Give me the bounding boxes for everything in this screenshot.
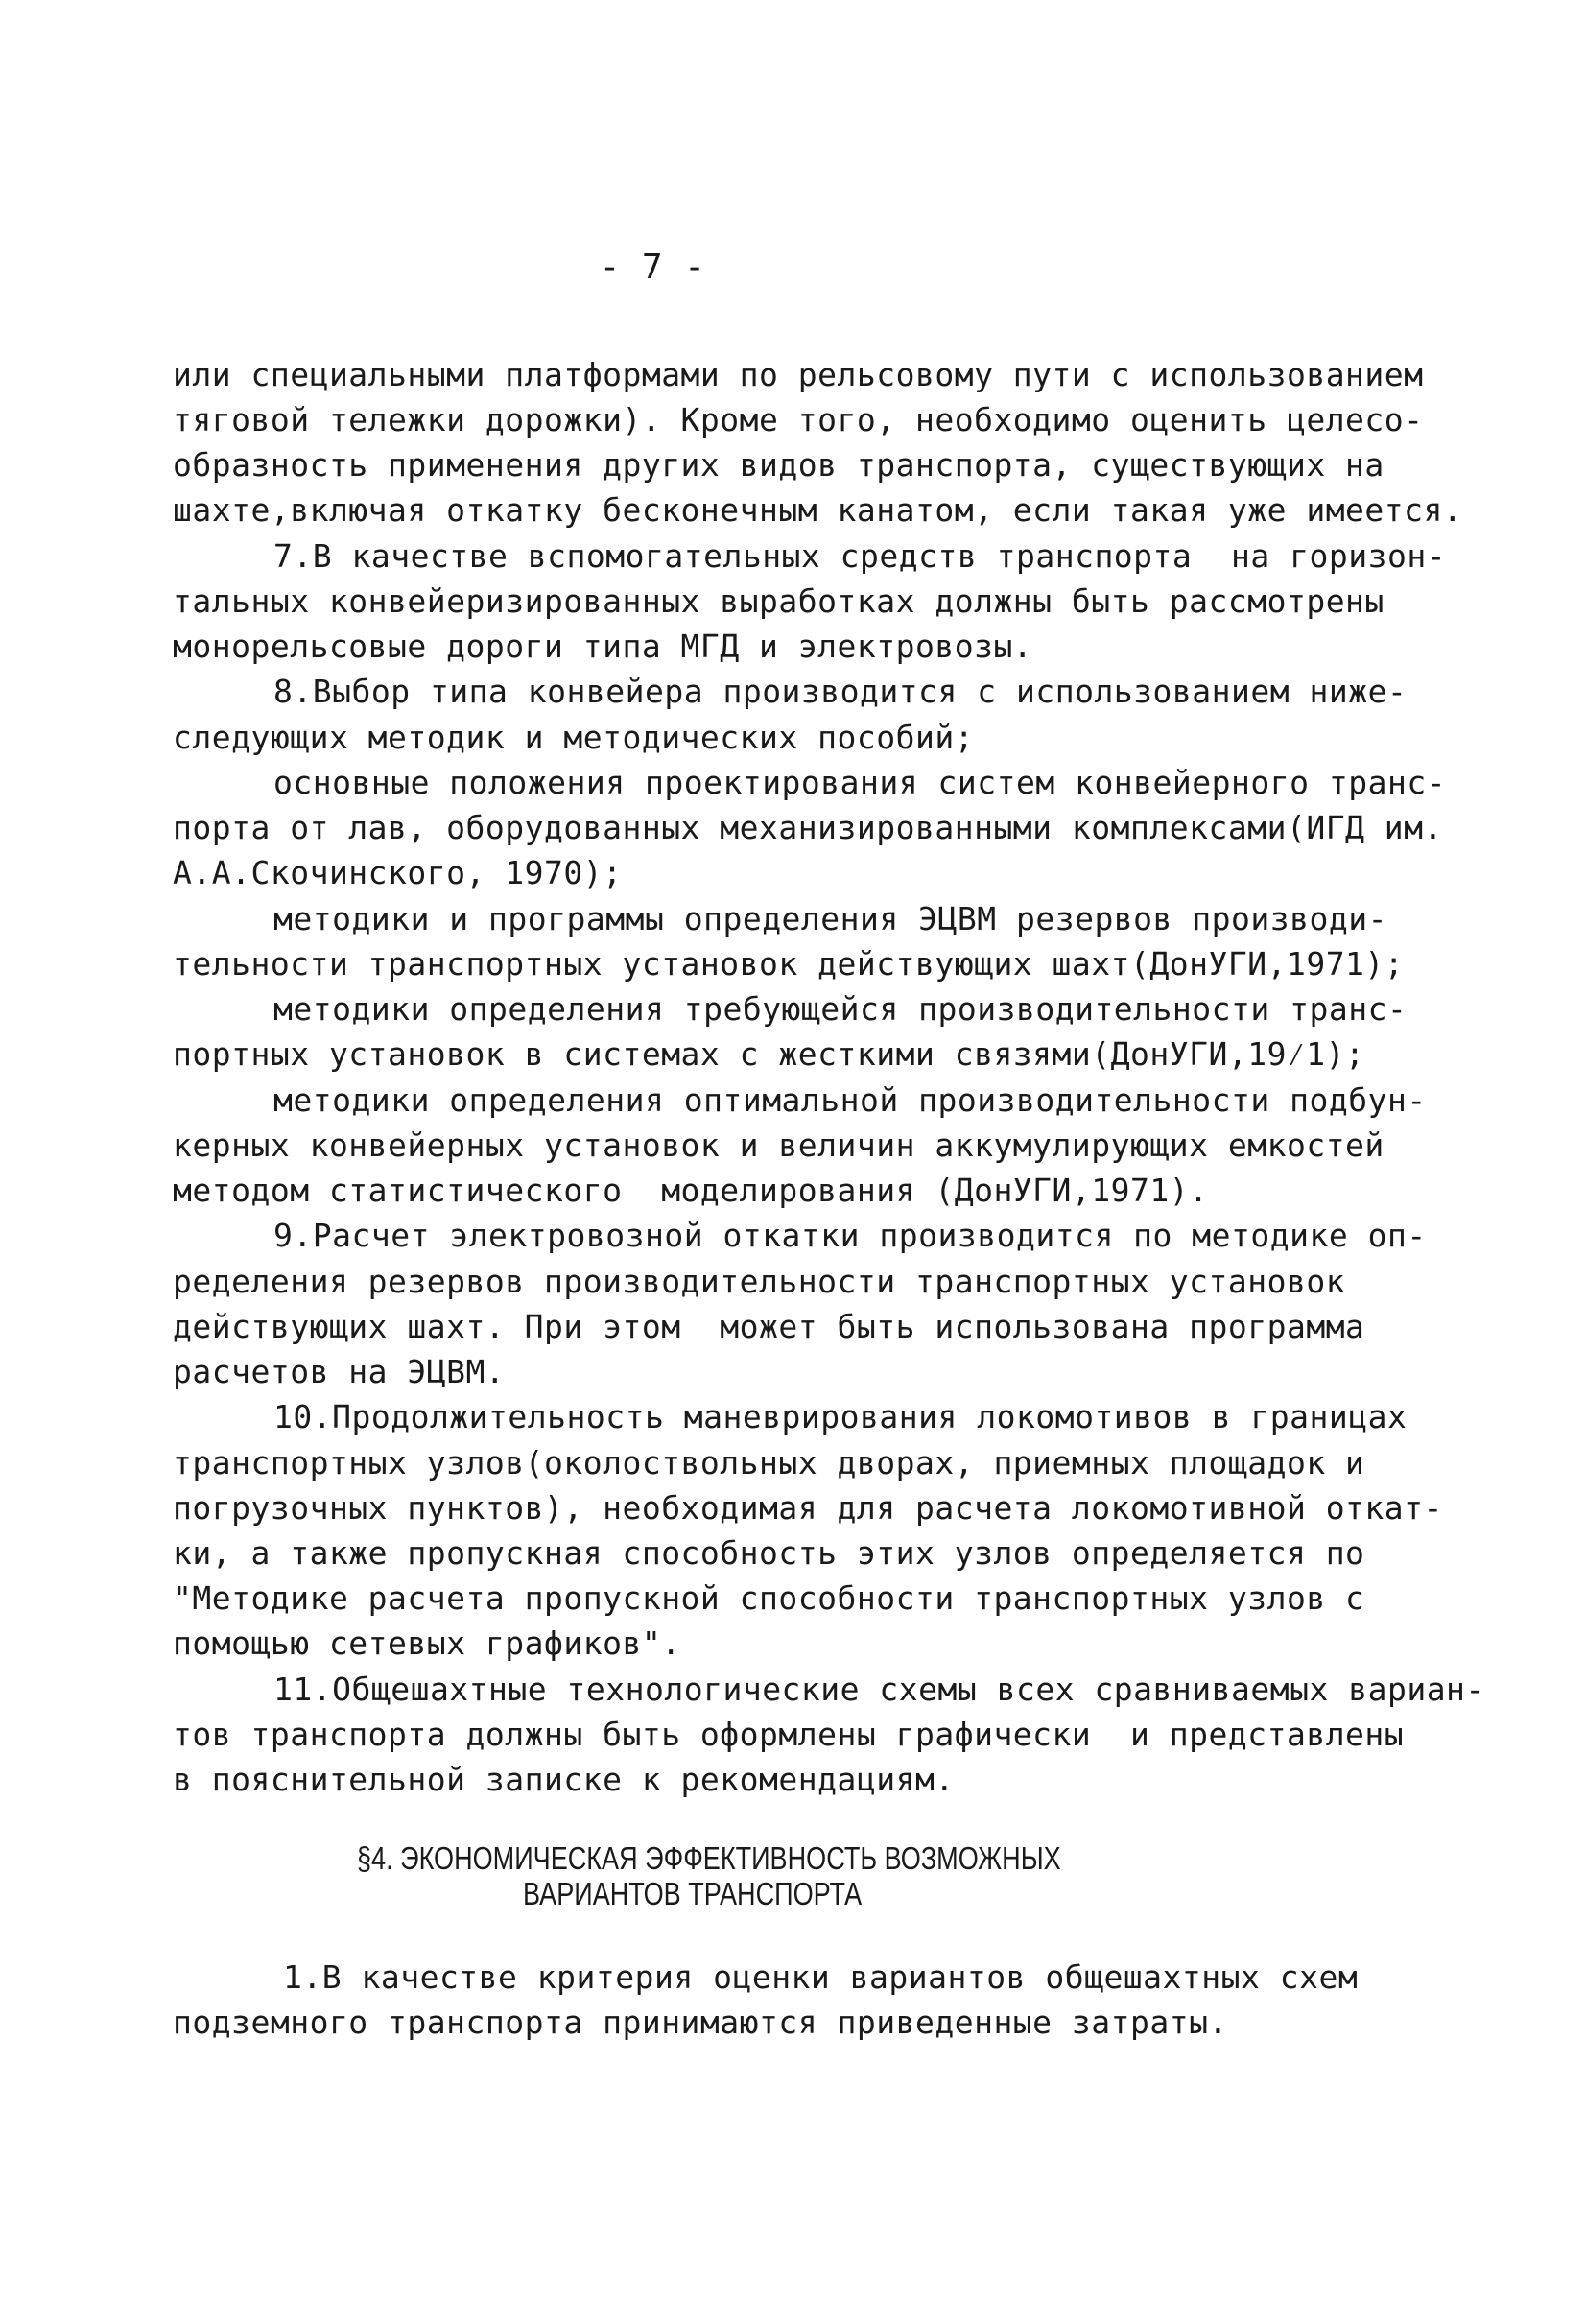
text-line: погрузочных пунктов), необходимая для расчета локомотивной откат-: [173, 1489, 1443, 1527]
text-line: расчетов на ЭЦВМ.: [173, 1353, 506, 1390]
text-line: тельности транспортных установок действующих шахт(ДонУГИ,1971);: [173, 945, 1405, 983]
text-line: образность применения других видов транспорта, существующих на: [173, 446, 1385, 484]
section-heading-line-1: §4. ЭКОНОМИЧЕСКАЯ ЭФФЕКТИВНОСТЬ ВОЗМОЖНЫХ: [357, 1840, 1061, 1876]
text-line: подземного транспорта принимаются приведенные затраты.: [173, 2004, 1228, 2041]
text-line: портных установок в системах с жесткими связями(ДонУГИ,19⁄1);: [173, 1035, 1365, 1073]
text-line: 11.Общешахтные технологические схемы всех сравниваемых вариан-: [273, 1671, 1485, 1708]
text-line: действующих шахт. При этом может быть использована программа: [173, 1308, 1365, 1345]
text-line: основные положения проектирования систем конвейерного транс-: [273, 764, 1447, 801]
page-number: - 7 -: [599, 248, 706, 287]
text-line: ки, а также пропускная способность этих узлов определяется по: [173, 1534, 1365, 1572]
text-line: транспортных узлов(околоствольных дворах, приемных площадок и: [173, 1444, 1365, 1482]
text-line: "Методике расчета пропускной способности транспортных узлов с: [173, 1579, 1365, 1617]
text-line: или специальными платформами по рельсовому пути с использованием: [173, 356, 1424, 393]
text-line: шахте,включая откатку бесконечным канатом, если такая уже имеется.: [173, 491, 1463, 529]
text-line: методики определения требующейся производительности транс-: [273, 990, 1408, 1028]
text-line: керных конвейерных установок и величин аккумулирующих емкостей: [173, 1126, 1385, 1164]
text-line: А.А.Скочинского, 1970);: [173, 854, 623, 891]
text-line: ределения резервов производительности транспортных установок: [173, 1263, 1346, 1300]
text-line: 10.Продолжительность маневрирования локомотивов в границах: [273, 1398, 1408, 1435]
section-heading-line-2: ВАРИАНТОВ ТРАНСПОРТА: [523, 1876, 863, 1911]
text-line: 1.В качестве критерия оценки вариантов общешахтных схем: [283, 1958, 1359, 1996]
text-line: помощью сетевых графиков".: [173, 1624, 681, 1662]
text-line: в пояснительной записке к рекомендациям.: [173, 1761, 955, 1798]
text-line: следующих методик и методических пособий;: [173, 719, 975, 756]
text-line: монорельсовые дороги типа МГД и электровозы.: [173, 628, 1033, 665]
text-line: методом статистического моделирования (ДонУГИ,1971).: [173, 1172, 1209, 1209]
text-line: методики определения оптимальной производительности подбун-: [273, 1081, 1427, 1119]
text-line: 9.Расчет электровозной откатки производится по методике оп-: [273, 1217, 1427, 1254]
text-line: тов транспорта должны быть оформлены графически и представлены: [173, 1716, 1405, 1753]
text-line: тальных конвейеризированных выработках должны быть рассмотрены: [173, 582, 1385, 620]
text-line: 8.Выбор типа конвейера производится с использованием ниже-: [273, 673, 1408, 710]
text-line: тяговой тележки дорожки). Кроме того, необходимо оценить целесо-: [173, 401, 1424, 439]
text-line: методики и программы определения ЭЦВМ резервов производи-: [273, 900, 1387, 937]
text-line: 7.В качестве вспомогательных средств транспорта на горизон-: [273, 537, 1447, 575]
text-line: порта от лав, оборудованных механизированными комплексами(ИГД им.: [173, 809, 1443, 846]
